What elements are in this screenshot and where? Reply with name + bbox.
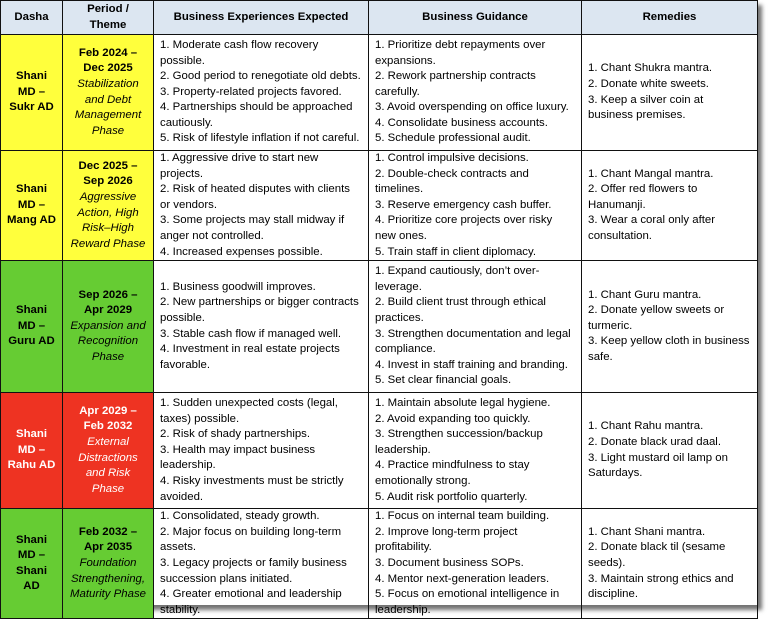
dasha-cell: Shani MD – Rahu AD [1,393,63,509]
list-item: 1. Consolidated, steady growth. [160,510,320,523]
list-item: 2. Double-check contracts and timelines. [375,167,529,196]
dasha-cell: Shani MD – Guru AD [1,261,63,393]
list-item: 4. Invest in staff training and branding. [375,358,568,371]
list-item: 4. Prioritize core projects over risky new ones. [375,214,553,242]
remedies-cell [582,261,758,393]
list-item: 3. Health may impact business leadership. [160,443,316,472]
remedies-cell [582,35,758,151]
list-item: 3. Strengthen documentation and legal compliance. [375,327,571,356]
experiences-cell [154,35,369,151]
list-item: 4. Consolidate business accounts. [375,116,548,129]
list-item: 1. Control impulsive decisions. [375,152,529,164]
list-item: 3. Light mustard oil lamp on Saturdays. [588,451,728,480]
list-item: 4. Partnerships should be approached cautiously. [160,101,353,129]
remedies-cell [582,151,758,261]
experiences-cell [154,393,369,509]
table-row [1,151,758,261]
list-item: 1. Chant Shukra mantra. [588,62,713,75]
period-cell [63,35,154,151]
period-range: Feb 2024 – Dec 2025 [78,46,138,75]
period-range: Feb 2032 – Apr 2035 [78,525,138,554]
list-item: 4. Increased expenses possible. [160,245,323,258]
period-theme: Expansion and Recognition Phase [70,319,146,364]
guidance-cell [369,261,582,393]
header-dasha: Dasha [1,1,63,35]
guidance-cell [369,35,582,151]
list-item: 2. Donate white sweets. [588,77,709,90]
list-item: 4. Mentor next-generation leaders. [375,572,550,585]
list-item: 5. Set clear financial goals. [375,374,512,387]
list-item: 3. Reserve emergency cash buffer. [375,198,552,211]
period-theme: External Distractions and Risk Phase [78,436,138,495]
period-cell [63,393,154,509]
list-item: 2. Rework partnership contracts carefully. [375,70,536,98]
list-item: 3. Keep yellow cloth in business safe. [588,335,750,364]
period-cell [63,509,154,619]
list-item: 4. Practice mindfulness to stay emotionally strong. [375,459,530,488]
list-item: 1. Chant Mangal mantra. [588,167,714,180]
list-item: 5. Focus on emotional intelligence in leadership. [375,588,560,616]
header-row [1,1,758,35]
list-item: 4. Greater emotional and leadership stability. [160,588,342,616]
list-item: 2. Risk of heated disputes with clients or vendors. [160,183,350,211]
list-item: 2. Major focus on building long-term assets. [160,525,342,554]
remedies-cell [582,393,758,509]
list-item: 3. Stable cash flow if managed well. [160,327,342,340]
dasha-cell: Shani MD – Sukr AD [1,35,63,151]
table-row [1,393,758,509]
header-period-theme: Period / Theme [63,1,154,35]
list-item: 3. Legacy projects or family business succession plans initiated. [160,556,347,585]
list-item: 5. Audit risk portfolio quarterly. [375,490,528,503]
list-item: 1. Business goodwill improves. [160,280,316,293]
experiences-cell [154,509,369,619]
header-business-experiences: Business Experiences Expected [154,1,369,35]
period-theme: Aggressive Action, High Risk–High Reward Phase [70,190,146,250]
list-item: 3. Avoid overspending on office luxury. [375,101,569,114]
guidance-cell [369,509,582,619]
list-item: 1. Aggressive drive to start new projects. [160,152,319,180]
list-item: 3. Property-related projects favored. [160,85,342,98]
list-item: 3. Keep a silver coin at business premises. [588,93,704,122]
list-item: 3. Maintain strong ethics and discipline. [588,572,734,601]
guidance-cell [369,151,582,261]
list-item: 1. Chant Rahu mantra. [588,420,704,433]
list-item: 2. Improve long-term project profitability. [375,525,518,554]
guidance-cell [369,393,582,509]
period-range: Apr 2029 – Feb 2032 [79,404,137,433]
list-item: 1. Chant Shani mantra. [588,525,706,538]
list-item: 1. Chant Guru mantra. [588,288,702,301]
list-item: 1. Focus on internal team building. [375,510,550,523]
list-item: 1. Expand cautiously, don’t over-leverage. [375,265,540,293]
list-item: 3. Some projects may stall midway if anger not controlled. [160,214,345,242]
table-row [1,35,758,151]
experiences-cell [154,151,369,261]
period-cell [63,261,154,393]
list-item: 3. Document business SOPs. [375,556,524,569]
list-item: 2. Risk of shady partnerships. [160,428,311,441]
header-remedies: Remedies [582,1,758,35]
dasha-cell: Shani MD – Shani AD [1,509,63,619]
list-item: 1. Moderate cash flow recovery possible. [160,38,319,67]
remedies-cell [582,509,758,619]
list-item: 1. Prioritize debt repayments over expansions. [375,38,546,67]
list-item: 2. Avoid expanding too quickly. [375,412,531,425]
period-theme: Foundation Strengthening, Maturity Phase [70,556,146,601]
period-cell [63,151,154,261]
list-item: 1. Sudden unexpected costs (legal, taxes) possible. [160,397,338,425]
table-row [1,261,758,393]
list-item: 5. Schedule professional audit. [375,132,531,145]
period-theme: Stabilization and Debt Management Phase [74,77,142,137]
list-item: 2. Good period to renegotiate old debts. [160,70,361,83]
list-item: 4. Risky investments must be strictly avoided. [160,475,344,503]
list-item: 5. Train staff in client diplomacy. [375,245,537,258]
list-item: 2. New partnerships or bigger contracts possible. [160,296,359,325]
list-item: 2. Offer red flowers to Hanumanji. [588,183,698,211]
list-item: 2. Build client trust through ethical practices. [375,296,546,325]
experiences-cell [154,261,369,393]
list-item: 3. Strengthen succession/backup leadership. [375,428,543,456]
period-range: Dec 2025 – Sep 2026 [78,159,138,188]
list-item: 2. Donate black urad daal. [588,436,721,449]
list-item: 1. Maintain absolute legal hygiene. [375,397,551,410]
list-item: 2. Donate yellow sweets or turmeric. [588,304,725,332]
list-item: 2. Donate black til (sesame seeds). [588,541,726,569]
table-row [1,509,758,619]
header-business-guidance: Business Guidance [369,1,582,35]
list-item: 5. Risk of lifestyle inflation if not careful. [160,132,360,145]
period-range: Sep 2026 – Apr 2029 [78,288,138,317]
list-item: 4. Investment in real estate projects favorable. [160,343,340,371]
list-item: 3. Wear a coral only after consultation. [588,214,716,242]
dasha-cell: Shani MD – Mang AD [1,151,63,261]
